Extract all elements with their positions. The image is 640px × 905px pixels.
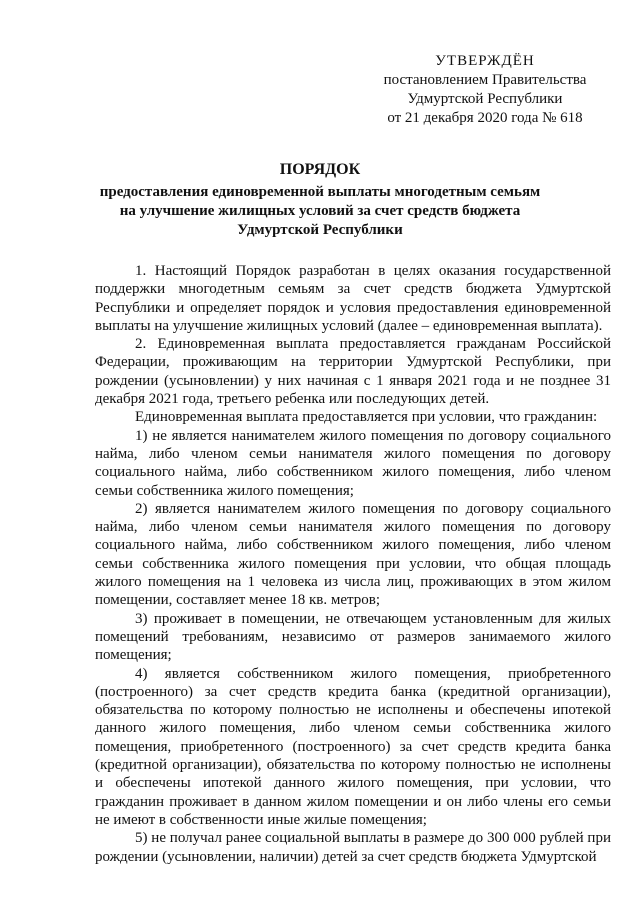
document-heading [95, 160, 545, 240]
document-subtitle: предоставления единовременной выплаты многодетным семьям на улучшение жилищных условий за счет средств бюджета Удмуртской Республики [99, 184, 541, 238]
approval-line-1: постановлением Правительства [383, 72, 587, 88]
paragraph-2: 2. Единовременная выплата предоставляется гражданам Российской Федерации, проживающим на территории Удмуртской Республики, при рождении (усыновлении) у них начиная с 1 января 2021 года и не позднее 31 декабря 2021 года, третьего ребенка или последующих детей. [95, 336, 611, 408]
condition-5: 5) не получал ранее социальной выплаты в размере до 300 000 рублей при рождении (усыновлении, наличии) детей за счет средств бюджета Удмуртской [95, 830, 611, 865]
approval-stamp [360, 52, 610, 128]
condition-2: 2) является нанимателем жилого помещения по договору социального найма, либо членом семьи нанимателя жилого помещения по договору социального найма, либо собственником жилого помещения, либо членом семьи собственника жилого помещения при условии, что общая площадь жилого помещения на 1 человека из числа лиц, проживающих в этом жилом помещении, составляет менее 18 кв. метров; [95, 500, 611, 609]
condition-3: 3) проживает в помещении, не отвечающем установленным для жилых помещений требованиям, независимо от размеров занимаемого жилого помещения; [95, 610, 611, 664]
document-body [95, 262, 611, 866]
approval-title: УТВЕРЖДЁН [435, 53, 535, 69]
condition-4: 4) является собственником жилого помещения, приобретенного (построенного) за счет средств кредита банка (кредитной организации), обязательства по которому полностью не исполнены и обеспечены ипотекой данного жилого помещения, либо членом семьи собственника жилого помещения, приобретенного (построенного) за счет средств кредита банка (кредитной организации), обязательства по которому полностью не исполнены и обеспечены ипотекой данного жилого помещения, при условии, что гражданин проживает в данном жилом помещении и он либо члены его семьи не имеют в собственности иные жилые помещения; [95, 665, 611, 828]
approval-line-3: от 21 декабря 2020 года № 618 [387, 110, 583, 126]
paragraph-1: 1. Настоящий Порядок разработан в целях оказания государственной поддержки многодетным семьям за счет средств бюджета Удмуртской Республики и определяет порядок и условия предоставления единовременной выплаты на улучшение жилищных условий (далее – единовременная выплата). [95, 263, 611, 334]
approval-line-2: Удмуртской Республики [407, 91, 563, 107]
paragraph-3: Единовременная выплата предоставляется при условии, что гражданин: [135, 409, 598, 426]
condition-1: 1) не является нанимателем жилого помещения по договору социального найма, либо членом семьи нанимателя жилого помещения по договору социального найма, либо собственником жилого помещения, либо членом семьи собственника жилого помещения; [95, 427, 611, 499]
document-title: ПОРЯДОК [279, 161, 361, 178]
